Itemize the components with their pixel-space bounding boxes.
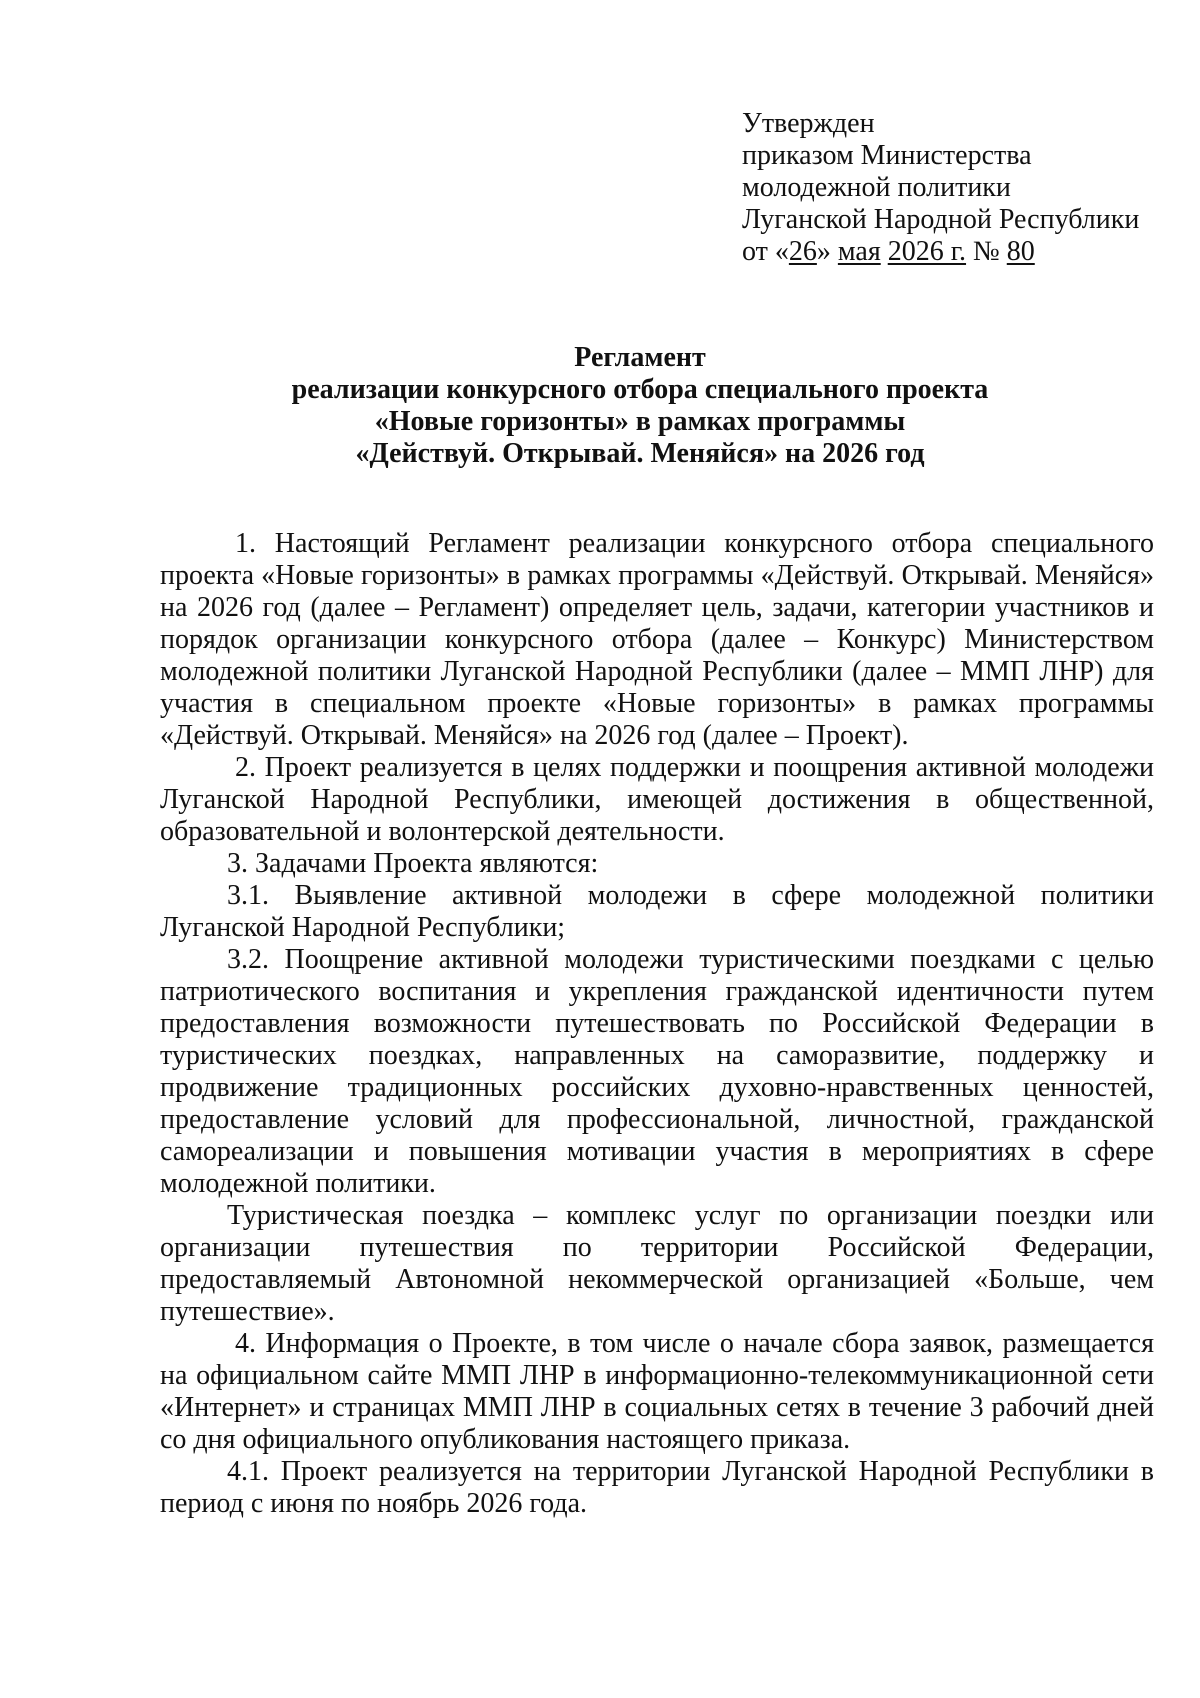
document-body <box>160 528 1154 1520</box>
approval-line: Утвержден <box>742 108 875 139</box>
approval-month: мая <box>837 236 881 267</box>
title-line: Регламент <box>574 342 706 373</box>
approval-number: 80 <box>1006 236 1035 267</box>
document-title <box>160 342 1120 470</box>
date-separator: » <box>816 236 838 267</box>
date-prefix: от « <box>742 236 789 267</box>
approval-line: Луганской Народной Республики <box>742 204 1140 235</box>
paragraph-3-2: 3.2. Поощрение активной молодежи туристическими поездками с целью патриотического воспитания и укрепления гражданской идентичности путем предоставления возможности путешествовать по Российской Федерации в туристических поездках, направленных на саморазвитие, поддержку и продвижение традиционных российских духовно-нравственных ценностей, предоставление условий для профессиональной, личностной, гражданской самореализации и повышения мотивации участия в мероприятиях в сфере молодежной политики. <box>160 944 1154 1199</box>
title-line: «Действуй. Открывай. Меняйся» на 2026 год <box>355 438 925 469</box>
approval-date-line <box>742 236 1162 268</box>
number-prefix: № <box>966 236 1007 267</box>
date-space <box>881 236 888 267</box>
title-line: реализации конкурсного отбора специального проекта <box>291 374 989 405</box>
approval-year: 2026 г. <box>887 236 967 267</box>
approval-block <box>742 108 1162 268</box>
paragraph-4: 4. Информация о Проекте, в том числе о начале сбора заявок, размещается на официальном сайте ММП ЛНР в информационно-телекоммуникационной сети «Интернет» и страницах ММП ЛНР в социальных сетях в течение 3 рабочий дней со дня официального опубликования настоящего приказа. <box>160 1328 1154 1455</box>
paragraph-3: 3. Задачами Проекта являются: <box>227 848 599 879</box>
approval-line: молодежной политики <box>742 172 1011 203</box>
approval-day: 26 <box>788 236 817 267</box>
title-line: «Новые горизонты» в рамках программы <box>374 406 906 437</box>
approval-line: приказом Министерства <box>742 140 1032 171</box>
paragraph-1: 1. Настоящий Регламент реализации конкурсного отбора специального проекта «Новые горизонты» в рамках программы «Действуй. Открывай. Меняйся» на 2026 год (далее – Регламент) определяет цель, задачи, категории участников и порядок организации конкурсного отбора (далее – Конкурс) Министерством молодежной политики Луганской Народной Республики (далее – ММП ЛНР) для участия в специальном проекте «Новые горизонты» в рамках программы «Действуй. Открывай. Меняйся» на 2026 год (далее – Проект). <box>160 528 1154 751</box>
paragraph-4-1: 4.1. Проект реализуется на территории Луганской Народной Республики в период с июня по ноябрь 2026 года. <box>160 1456 1154 1519</box>
paragraph-2: 2. Проект реализуется в целях поддержки и поощрения активной молодежи Луганской Народной Республики, имеющей достижения в общественной, образовательной и волонтерской деятельности. <box>160 752 1154 847</box>
paragraph-3-1: 3.1. Выявление активной молодежи в сфере молодежной политики Луганской Народной Республики; <box>160 880 1154 943</box>
paragraph-definition: Туристическая поездка – комплекс услуг по организации поездки или организации путешествия по территории Российской Федерации, предоставляемый Автономной некоммерческой организацией «Больше, чем путешествие». <box>160 1200 1154 1327</box>
